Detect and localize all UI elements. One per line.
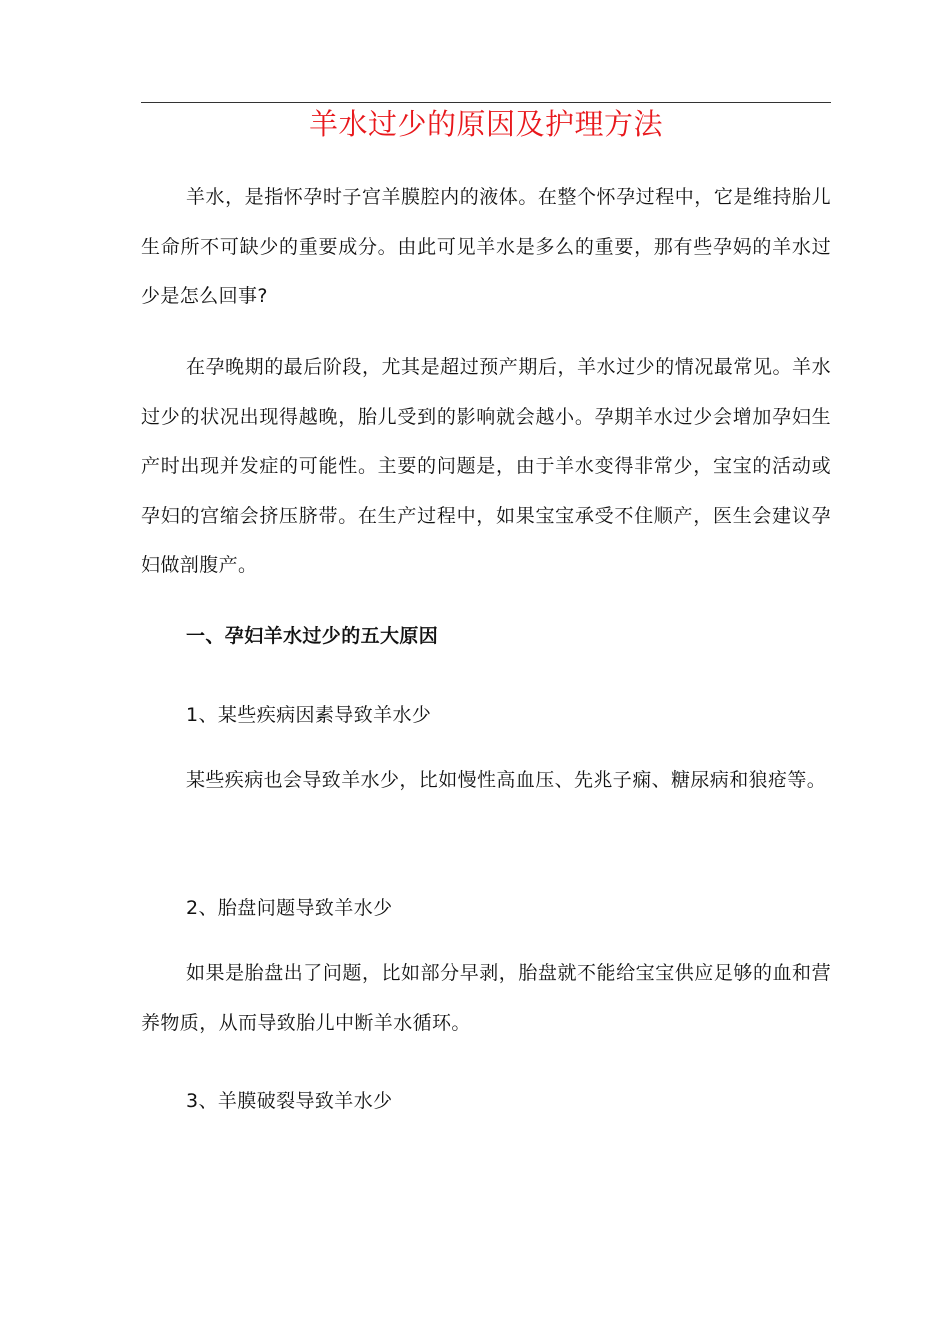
cause-2-title: 2、胎盘问题导致羊水少 — [186, 897, 393, 919]
cause-2-text: 如果是胎盘出了问题，比如部分早剥，胎盘就不能给宝宝供应足够的血和营养物质，从而导致胎儿中断羊水循环。 — [141, 962, 831, 1034]
header-rule — [141, 102, 831, 103]
cause-1-text: 某些疾病也会导致羊水少，比如慢性高血压、先兆子痫、糖尿病和狼疮等。 — [186, 769, 827, 791]
cause-3-title: 3、羊膜破裂导致羊水少 — [186, 1090, 393, 1112]
late-pregnancy-paragraph: 在孕晚期的最后阶段，尤其是超过预产期后，羊水过少的情况最常见。羊水过少的状况出现得越晚，胎儿受到的影响就会越小。孕期羊水过少会增加孕妇生产时出现并发症的可能性。主要的问题是，由于羊水变得非常少，宝宝的活动或孕妇的宫缩会挤压脐带。在生产过程中，如果宝宝承受不住顺产，医生会建议孕妇做剖腹产。 — [141, 356, 831, 576]
section-heading: 一、孕妇羊水过少的五大原因 — [186, 625, 439, 647]
cause-1-title: 1、某些疾病因素导致羊水少 — [186, 704, 432, 726]
document-title: 羊水过少的原因及护理方法 — [308, 107, 663, 141]
intro-paragraph: 羊水，是指怀孕时子宫羊膜腔内的液体。在整个怀孕过程中，它是维持胎儿生命所不可缺少的重要成分。由此可见羊水是多么的重要，那有些孕妈的羊水过少是怎么回事? — [141, 186, 831, 307]
